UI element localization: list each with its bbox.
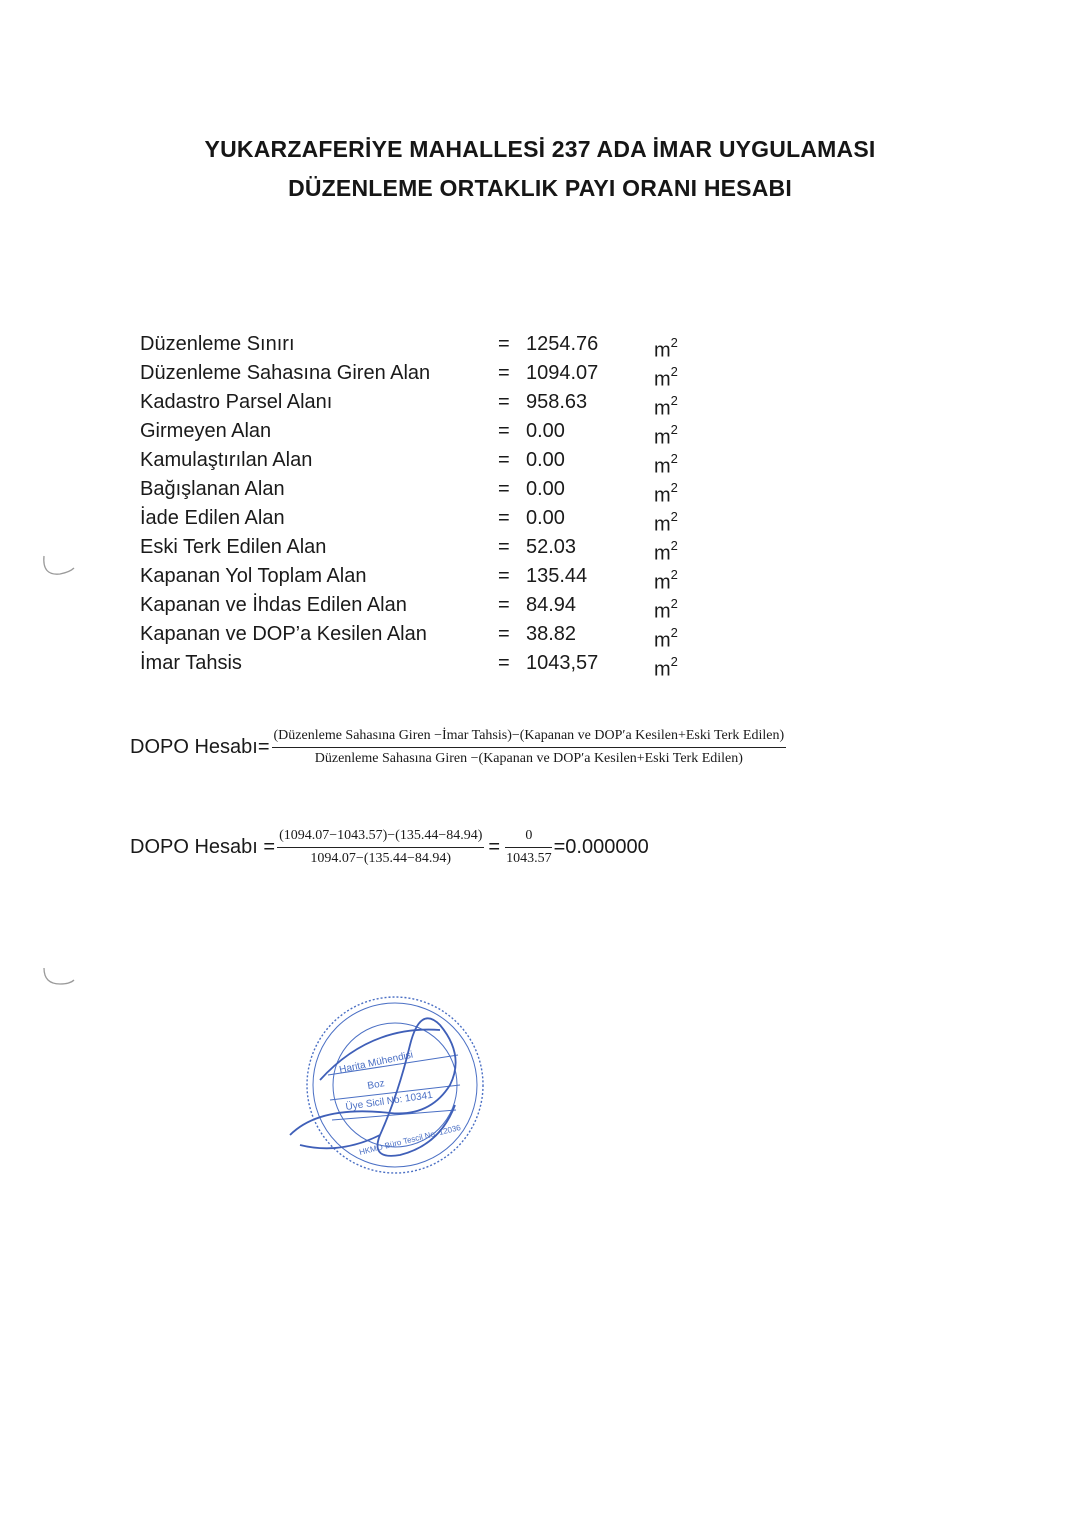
row-label: Kapanan ve DOP’a Kesilen Alan: [140, 623, 427, 645]
formula-result: =0.000000: [553, 836, 649, 858]
equals-sign: =: [498, 623, 510, 645]
svg-text:Harita Mühendisi: Harita Mühendisi: [338, 1049, 415, 1076]
formula-denominator: Düzenleme Sahasına Giren −(Kapanan ve DOP′a Kesilen+Eski Terk Edilen): [314, 751, 743, 766]
row-value: 38.82: [526, 623, 577, 645]
formula-denominator: 1094.07−(135.44−84.94): [310, 851, 452, 866]
official-stamp: [280, 985, 490, 1195]
equals-sign: =: [498, 536, 510, 558]
row-value: 1043,57: [526, 652, 599, 674]
unit-label: $m^2$: [654, 393, 678, 420]
svg-text:HKMO Büro Tescil No: 12036: HKMO Büro Tescil No: 12036: [358, 1122, 462, 1157]
equals-sign: =: [498, 449, 510, 471]
svg-text:Üye Sicil No: 10341: Üye Sicil No: 10341: [344, 1089, 434, 1113]
unit-label: $m^2$: [654, 596, 678, 623]
row-value: 0.00: [526, 420, 565, 442]
unit-label: $m^2$: [654, 422, 678, 449]
equals-sign: =: [498, 333, 510, 355]
row-label: Kadastro Parsel Alanı: [140, 391, 333, 413]
formula-lead: DOPO Hesabı=: [130, 736, 270, 758]
row-label: Kapanan Yol Toplam Alan: [140, 565, 367, 587]
formula-numerator: (1094.07−1043.57)−(135.44−84.94): [277, 828, 484, 848]
row-value: 52.03: [526, 536, 577, 558]
equals-sign: =: [498, 391, 510, 413]
equals-sign: =: [498, 652, 510, 674]
unit-label: $m^2$: [654, 509, 678, 536]
formula-fraction: [272, 728, 787, 767]
row-label: İmar Tahsis: [140, 652, 242, 674]
unit-label: $m^2$: [654, 451, 678, 478]
row-label: Bağışlanan Alan: [140, 478, 285, 500]
row-label: Kapanan ve İhdas Edilen Alan: [140, 594, 407, 616]
formula-denominator: 1043.57: [506, 851, 552, 866]
equals-sign: =: [498, 362, 510, 384]
row-value: 1254.76: [526, 333, 599, 355]
formula-lead: DOPO Hesabı =: [130, 836, 276, 858]
equals-sign: =: [498, 507, 510, 529]
equals-sign: =: [498, 594, 510, 616]
equals-sign: =: [488, 836, 501, 858]
equals-sign: =: [498, 420, 510, 442]
equals-sign: =: [498, 478, 510, 500]
dopo-formula-computed: [130, 828, 649, 867]
unit-label: $m^2$: [654, 538, 678, 565]
formula-numerator: 0: [505, 828, 552, 848]
row-value: 1094.07: [526, 362, 599, 384]
row-label: Girmeyen Alan: [140, 420, 272, 442]
document-subtitle: DÜZENLEME ORTAKLIK PAYI ORANI HESABI: [288, 175, 792, 201]
unit-label: $m^2$: [654, 480, 678, 507]
unit-label: $m^2$: [654, 625, 678, 652]
svg-text:Boz: Boz: [366, 1078, 386, 1092]
row-value: 0.00: [526, 507, 565, 529]
row-label: Düzenleme Sınırı: [140, 333, 295, 355]
row-label: İade Edilen Alan: [140, 507, 285, 529]
row-value: 0.00: [526, 449, 565, 471]
formula-fraction-result: [504, 828, 554, 867]
row-label: Kamulaştırılan Alan: [140, 449, 313, 471]
margin-mark: [30, 962, 80, 1002]
row-value: 135.44: [526, 565, 588, 587]
row-value: 84.94: [526, 594, 577, 616]
formula-fraction: [277, 828, 484, 867]
formula-numerator: (Düzenleme Sahasına Giren −İmar Tahsis)−(Kapanan ve DOP′a Kesilen+Eski Terk Edilen): [272, 728, 787, 748]
document-title: YUKARZAFERİYE MAHALLESİ 237 ADA İMAR UYGULAMASI: [204, 136, 876, 162]
unit-label: $m^2$: [654, 654, 678, 681]
row-label: Eski Terk Edilen Alan: [140, 536, 327, 558]
margin-mark: [30, 550, 80, 590]
equals-sign: =: [498, 565, 510, 587]
unit-label: $m^2$: [654, 335, 678, 362]
row-label: Düzenleme Sahasına Giren Alan: [140, 362, 431, 384]
dopo-formula-general: [130, 728, 786, 767]
unit-label: $m^2$: [654, 364, 678, 391]
row-value: 958.63: [526, 391, 588, 413]
unit-label: $m^2$: [654, 567, 678, 594]
row-value: 0.00: [526, 478, 565, 500]
